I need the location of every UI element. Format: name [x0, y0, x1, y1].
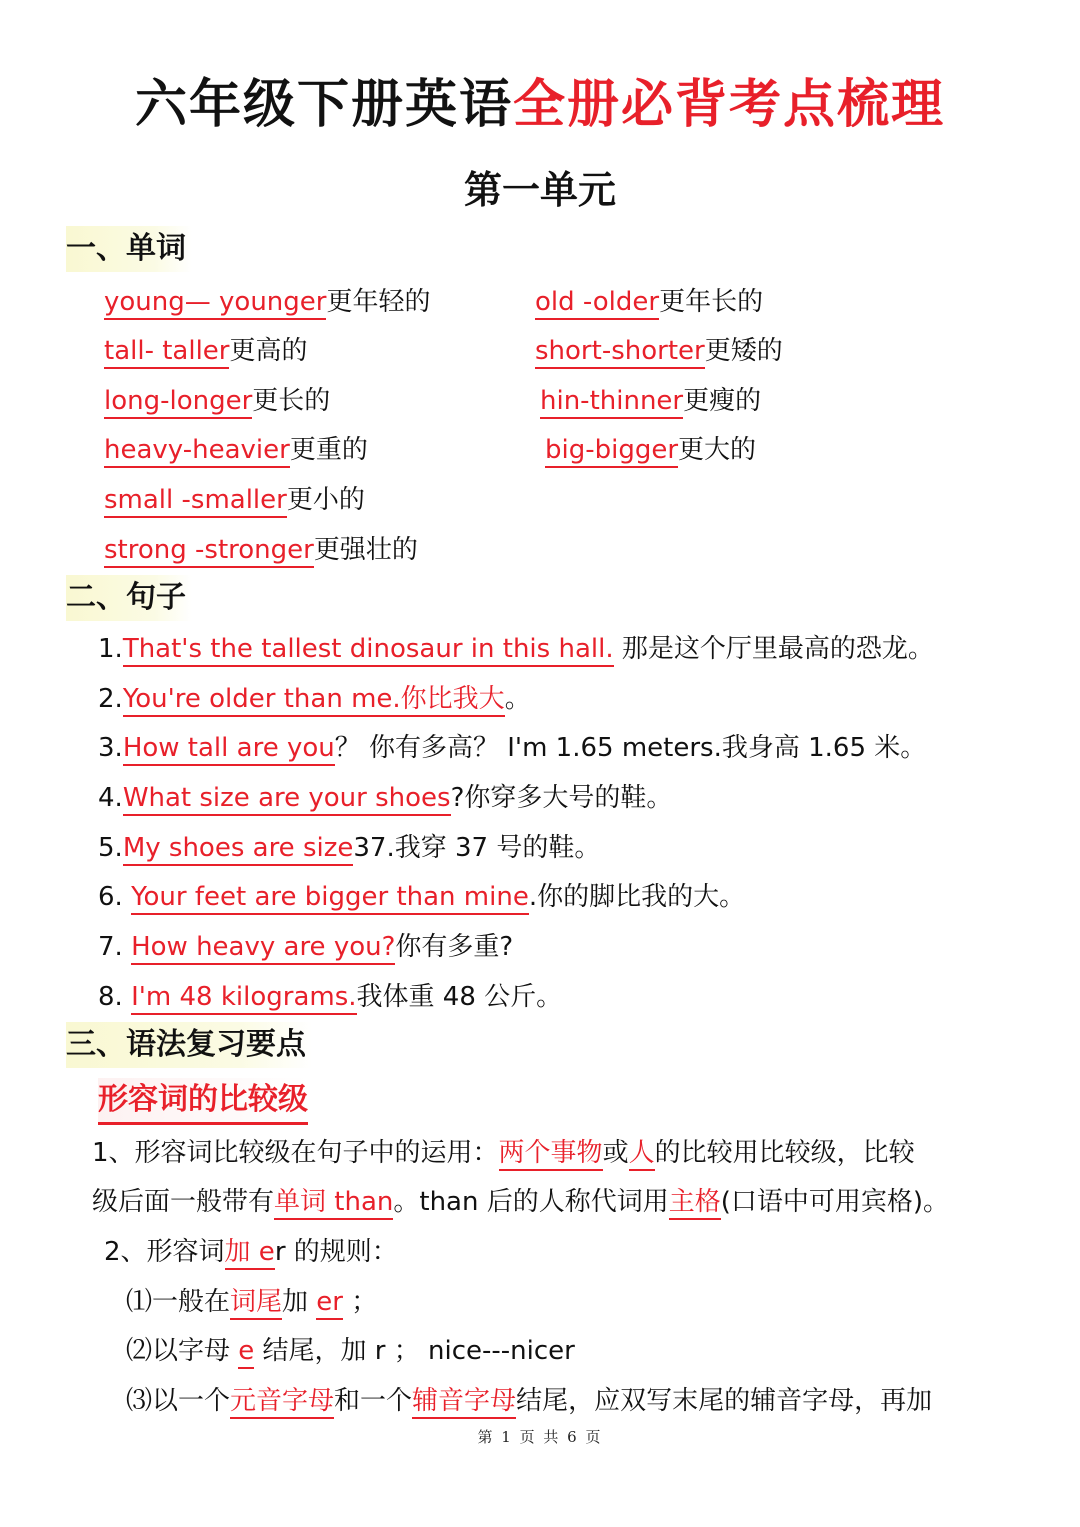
vocab-cn: 更高的: [229, 336, 308, 366]
text: 和一个: [334, 1386, 413, 1416]
vocab-en: short-shorter: [535, 336, 705, 369]
text: 结尾，加 r ； nice---nicer: [254, 1336, 575, 1366]
sentence-item: [98, 679, 531, 719]
sentence-number: 1.: [98, 634, 123, 664]
vocab-en: tall- taller: [104, 336, 229, 369]
sentence-en: What size are your shoes: [123, 783, 451, 816]
text: 级后面一般带有: [92, 1187, 275, 1217]
vocab-item: [104, 282, 430, 322]
section-heading-words: 一、单词: [66, 226, 192, 272]
vocab-item: [104, 381, 330, 421]
unit-title: 第一单元: [463, 168, 616, 212]
text: ⑴一般在: [126, 1287, 231, 1317]
page-footer: 第 1 页 共 6 页: [477, 1428, 603, 1446]
rule-2: [126, 1331, 575, 1371]
text: 2、形容词: [104, 1237, 225, 1267]
vocab-cn: 更长的: [252, 386, 331, 416]
highlight: 单词 than: [274, 1187, 393, 1220]
grammar-paragraph-1-line-1: [92, 1133, 915, 1173]
highlight: er: [316, 1287, 343, 1320]
vocab-en: young— younger: [104, 287, 326, 320]
grammar-subtitle: 形容词的比较级: [98, 1078, 308, 1125]
section-heading-grammar: 三、语法复习要点: [66, 1022, 312, 1068]
highlight: 人: [629, 1138, 655, 1171]
highlight: 辅音字母: [412, 1386, 516, 1419]
sentence-number: 8.: [98, 982, 123, 1012]
sentence-rest: 37.我穿 37 号的鞋。: [353, 833, 601, 863]
section-heading-sentences: 二、句子: [66, 575, 192, 621]
text: 的比较用比较级，比较: [654, 1138, 915, 1168]
rule-3: [126, 1381, 932, 1421]
sentence-item: [98, 977, 562, 1017]
rule-1: [126, 1282, 377, 1322]
vocab-en: big-bigger: [545, 435, 678, 468]
vocab-cn: 更矮的: [704, 336, 783, 366]
sentence-number: 7.: [98, 932, 123, 962]
sentence-en: How tall are you: [123, 733, 335, 766]
vocab-item: [535, 331, 783, 371]
sentence-en: You're older than me.你比我大: [123, 684, 505, 717]
sentence-number: 6.: [98, 882, 123, 912]
highlight: 词尾: [230, 1287, 282, 1320]
vocab-en: long-longer: [104, 386, 252, 419]
sentence-rest: 。: [504, 684, 531, 714]
highlight: 元音字母: [230, 1386, 334, 1419]
sentence-en: Your feet are bigger than mine: [131, 882, 529, 915]
highlight: e: [238, 1336, 254, 1369]
text: 1、形容词比较级在句子中的运用：: [92, 1138, 499, 1168]
text: 或: [602, 1138, 629, 1168]
vocab-cn: 更年轻的: [326, 287, 431, 317]
vocab-item: [104, 331, 308, 371]
text: 结尾，应双写末尾的辅音字母，再加: [516, 1386, 933, 1416]
sentence-number: 4.: [98, 783, 123, 813]
sentence-rest: 你有多重?: [395, 932, 514, 962]
vocab-cn: 更大的: [678, 435, 757, 465]
grammar-paragraph-2: [104, 1232, 398, 1272]
vocab-item: [104, 430, 368, 470]
vocab-cn: 更强壮的: [313, 535, 418, 565]
page-title: [0, 70, 1080, 140]
text: (口语中可用宾格)。: [720, 1187, 950, 1217]
title-black: 六年级下册英语: [134, 75, 513, 135]
sentence-number: 3.: [98, 733, 123, 763]
text: ⑵以字母: [126, 1336, 239, 1366]
sentence-rest: ?你穿多大号的鞋。: [450, 783, 673, 813]
text: r 的规则：: [274, 1237, 398, 1267]
highlight: 两个事物: [499, 1138, 603, 1171]
text: 。than 后的人称代词用: [393, 1187, 669, 1217]
title-red: 全册必背考点梳理: [513, 75, 946, 135]
sentence-number: 5.: [98, 833, 123, 863]
highlight: 主格: [669, 1187, 721, 1220]
sentence-rest: .你的脚比我的大。: [528, 882, 746, 912]
sentence-en: My shoes are size: [123, 833, 354, 866]
sentence-item: [98, 728, 926, 768]
sentence-rest: 那是这个厅里最高的恐龙。: [613, 634, 934, 664]
sentence-item: [98, 877, 745, 917]
vocab-cn: 更瘦的: [683, 386, 762, 416]
vocab-item: [545, 430, 756, 470]
vocab-en: small -smaller: [104, 485, 287, 518]
sentence-en: I'm 48 kilograms.: [131, 982, 356, 1015]
text: ⑶以一个: [126, 1386, 231, 1416]
vocab-en: heavy-heavier: [104, 435, 290, 468]
vocab-item: [104, 530, 418, 570]
vocab-cn: 更年长的: [659, 287, 764, 317]
sentence-item: [98, 927, 513, 967]
vocab-en: old -older: [535, 287, 659, 320]
vocab-cn: 更小的: [286, 485, 365, 515]
sentence-rest: 我体重 48 公斤。: [356, 982, 563, 1012]
sentence-number: 2.: [98, 684, 123, 714]
vocab-item: [535, 282, 763, 322]
sentence-item: [98, 828, 600, 868]
grammar-paragraph-1-line-2: [92, 1182, 949, 1222]
sentence-item: [98, 629, 934, 669]
sentence-rest: ？ 你有多高？ I'm 1.65 meters.我身高 1.65 米。: [334, 733, 927, 763]
vocab-item: [540, 381, 761, 421]
sentence-en: How heavy are you?: [131, 932, 395, 965]
sentence-item: [98, 778, 672, 818]
vocab-item: [104, 480, 365, 520]
vocab-en: hin-thinner: [540, 386, 683, 419]
vocab-en: strong -stronger: [104, 535, 314, 568]
vocab-cn: 更重的: [289, 435, 368, 465]
highlight: 加 e: [225, 1237, 275, 1270]
sentence-en: That's the tallest dinosaur in this hall.: [123, 634, 614, 667]
text: ；: [342, 1287, 378, 1317]
text: 加: [282, 1287, 317, 1317]
